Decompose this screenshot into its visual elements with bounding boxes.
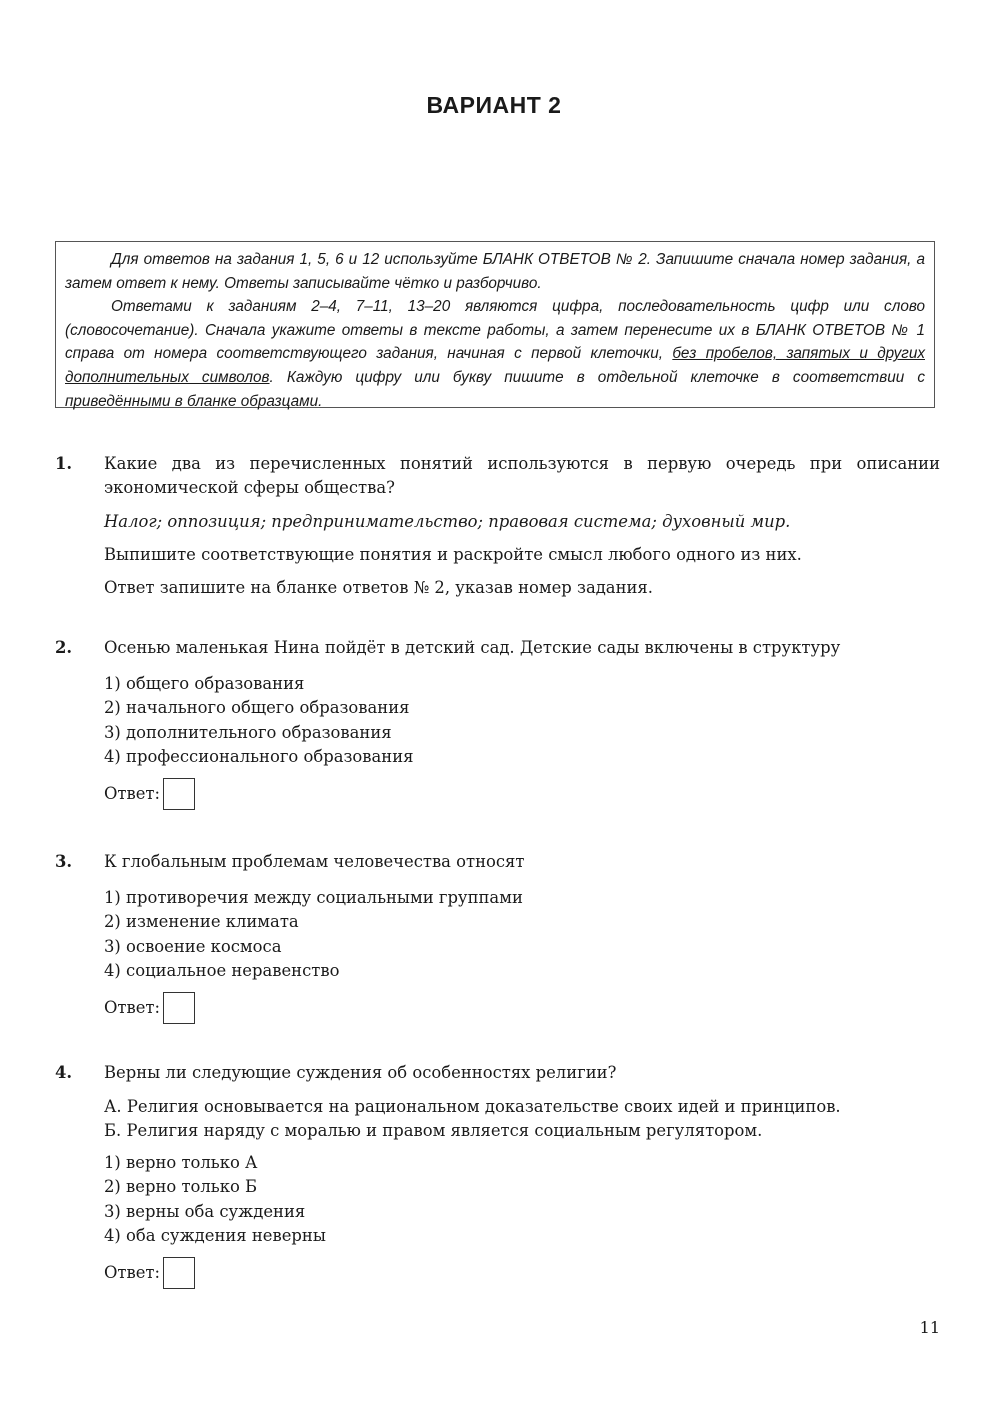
instructions-text: Ответами к заданиям 2–4, 7–11, 13–20 являются цифра, последовательность цифр или слово (словосочетание). Сначала укажите ответы в тексте работы, а затем перенесите их в БЛАНК ОТВЕТОВ № 1 справа от номера соответствующего задания, начиная с первой клеточки, [65, 298, 925, 363]
task-1 [55, 452, 940, 600]
answer-box[interactable] [163, 1257, 195, 1289]
task-note: Ответ запишите на бланке ответов № 2, указав номер задания. [104, 578, 653, 597]
options-list [104, 1151, 940, 1248]
task-statement: А. Религия основывается на рациональном доказательстве своих идей и принципов. [104, 1097, 841, 1116]
option-item: 1) противоречия между социальными группами [104, 888, 523, 907]
options-list [104, 886, 940, 983]
option-item: 2) верно только Б [104, 1177, 258, 1197]
option-item: 1) общего образования [104, 674, 305, 693]
task-number: 2. [55, 638, 73, 657]
task-question: Осенью маленькая Нина пойдёт в детский сад. Детские сады включены в структуру [104, 638, 841, 657]
option-item: 4) социальное неравенство [104, 960, 340, 980]
answer-row [104, 778, 940, 810]
task-concepts: Налог; оппозиция; предпринимательство; правовая система; духовный мир. [104, 512, 791, 531]
instructions-text: . Каждую цифру или букву пишите в отдельной клеточке в соответствии с приведёнными в бланке образцами. [65, 368, 926, 410]
page-number: 11 [919, 1318, 940, 1337]
option-item: 3) освоение космоса [104, 936, 282, 956]
answer-label: Ответ: [104, 784, 161, 804]
task-question: Верны ли следующие суждения об особенностях религии? [104, 1063, 617, 1082]
answer-label: Ответ: [104, 998, 161, 1018]
option-item: 4) профессионального образования [104, 746, 414, 766]
task-instruction: Выпишите соответствующие понятия и раскройте смысл любого одного из них. [104, 545, 802, 564]
instructions-paragraph-2 [65, 295, 925, 413]
task-4 [55, 1061, 940, 1289]
task-question: Какие два из перечисленных понятий используются в первую очередь при описании экономической сферы общества? [104, 454, 940, 497]
option-item: 4) оба суждения неверны [104, 1225, 326, 1245]
answer-box[interactable] [163, 992, 195, 1024]
option-item: 2) изменение климата [104, 912, 299, 932]
answer-row [104, 1257, 940, 1289]
task-statement: Б. Религия наряду с моралью и правом является социальным регулятором. [104, 1121, 763, 1140]
option-item: 1) верно только А [104, 1153, 258, 1172]
instructions-paragraph-1: Для ответов на задания 1, 5, 6 и 12 используйте БЛАНК ОТВЕТОВ № 2. Запишите сначала номер задания, а затем ответ к нему. Ответы записывайте чётко и разборчиво. [65, 251, 925, 292]
page-title: ВАРИАНТ 2 [426, 92, 562, 118]
options-list [104, 672, 940, 769]
task-2 [55, 636, 940, 810]
option-item: 2) начального общего образования [104, 698, 410, 718]
instructions-box [55, 241, 935, 408]
answer-box[interactable] [163, 778, 195, 810]
task-number: 4. [55, 1063, 73, 1082]
task-question: К глобальным проблемам человечества относят [104, 852, 525, 871]
answer-label: Ответ: [104, 1263, 161, 1283]
task-number: 3. [55, 852, 73, 871]
task-number: 1. [55, 454, 73, 473]
option-item: 3) верны оба суждения [104, 1201, 306, 1221]
task-3 [55, 850, 940, 1024]
answer-row [104, 992, 940, 1024]
option-item: 3) дополнительного образования [104, 722, 392, 742]
instructions-underlined-text: без пробелов, запятых и других дополнительных символов [65, 345, 925, 386]
